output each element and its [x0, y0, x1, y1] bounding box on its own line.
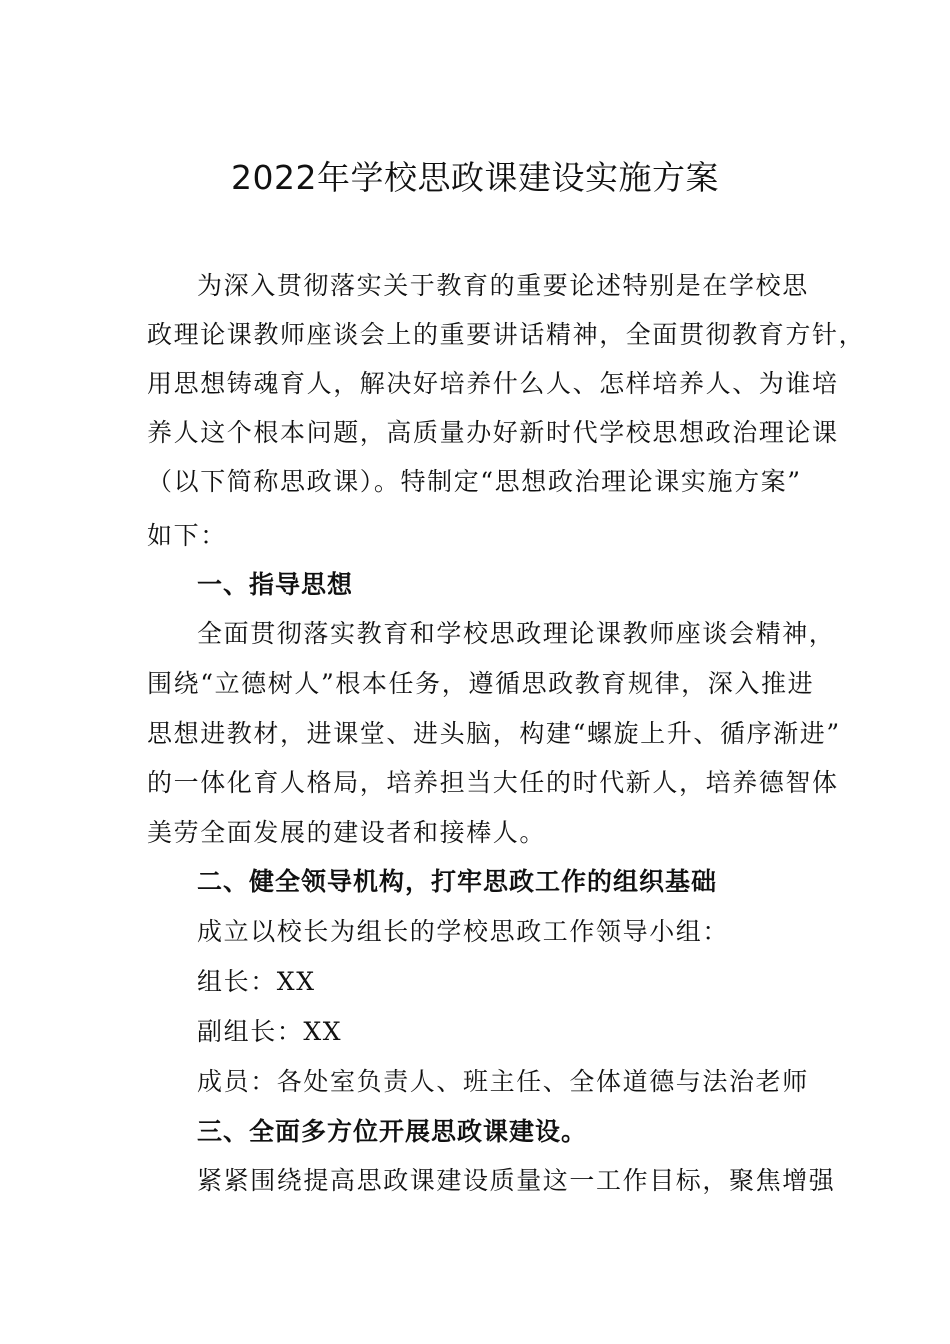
paragraph-line: 美劳全面发展的建设者和接棒人。: [147, 818, 547, 847]
paragraph-line: 围绕“立德树人”根本任务，遵循思政教育规律，深入推进: [147, 669, 815, 698]
paragraph-line: 如下：: [147, 521, 227, 550]
paragraph-line: 养人这个根本问题，高质量办好新时代学校思想政治理论课: [147, 418, 839, 447]
paragraph-line: 政理论课教师座谈会上的重要讲话精神，全面贯彻教育方针，: [147, 320, 866, 349]
paragraph-line: 全面贯彻落实教育和学校思政理论课教师座谈会精神，: [197, 619, 836, 648]
paragraph-line: 用思想铸魂育人，解决好培养什么人、怎样培养人、为谁培: [147, 369, 839, 398]
paragraph-line: 紧紧围绕提高思政课建设质量这一工作目标，聚焦增强: [197, 1166, 836, 1195]
paragraph-line: 副组长：XX: [197, 1017, 343, 1046]
section-heading: 一、指导思想: [197, 570, 354, 599]
paragraph-line: 思想进教材，进课堂、进头脑，构建“螺旋上升、循序渐进”: [147, 719, 841, 748]
paragraph-line: 组长：XX: [197, 967, 316, 996]
paragraph-line: （以下简称思政课）。特制定“思想政治理论课实施方案”: [147, 467, 802, 496]
paragraph-line: 为深入贯彻落实关于教育的重要论述特别是在学校思: [197, 271, 809, 300]
section-heading: 二、健全领导机构，打牢思政工作的组织基础: [197, 867, 718, 896]
section-heading: 三、全面多方位开展思政课建设。: [197, 1117, 588, 1146]
document-title: 2022年学校思政课建设实施方案: [231, 158, 719, 197]
paragraph-line: 的一体化育人格局，培养担当大任的时代新人，培养德智体: [147, 768, 839, 797]
paragraph-line: 成员：各处室负责人、班主任、全体道德与法治老师: [197, 1067, 809, 1096]
paragraph-line: 成立以校长为组长的学校思政工作领导小组：: [197, 917, 730, 946]
